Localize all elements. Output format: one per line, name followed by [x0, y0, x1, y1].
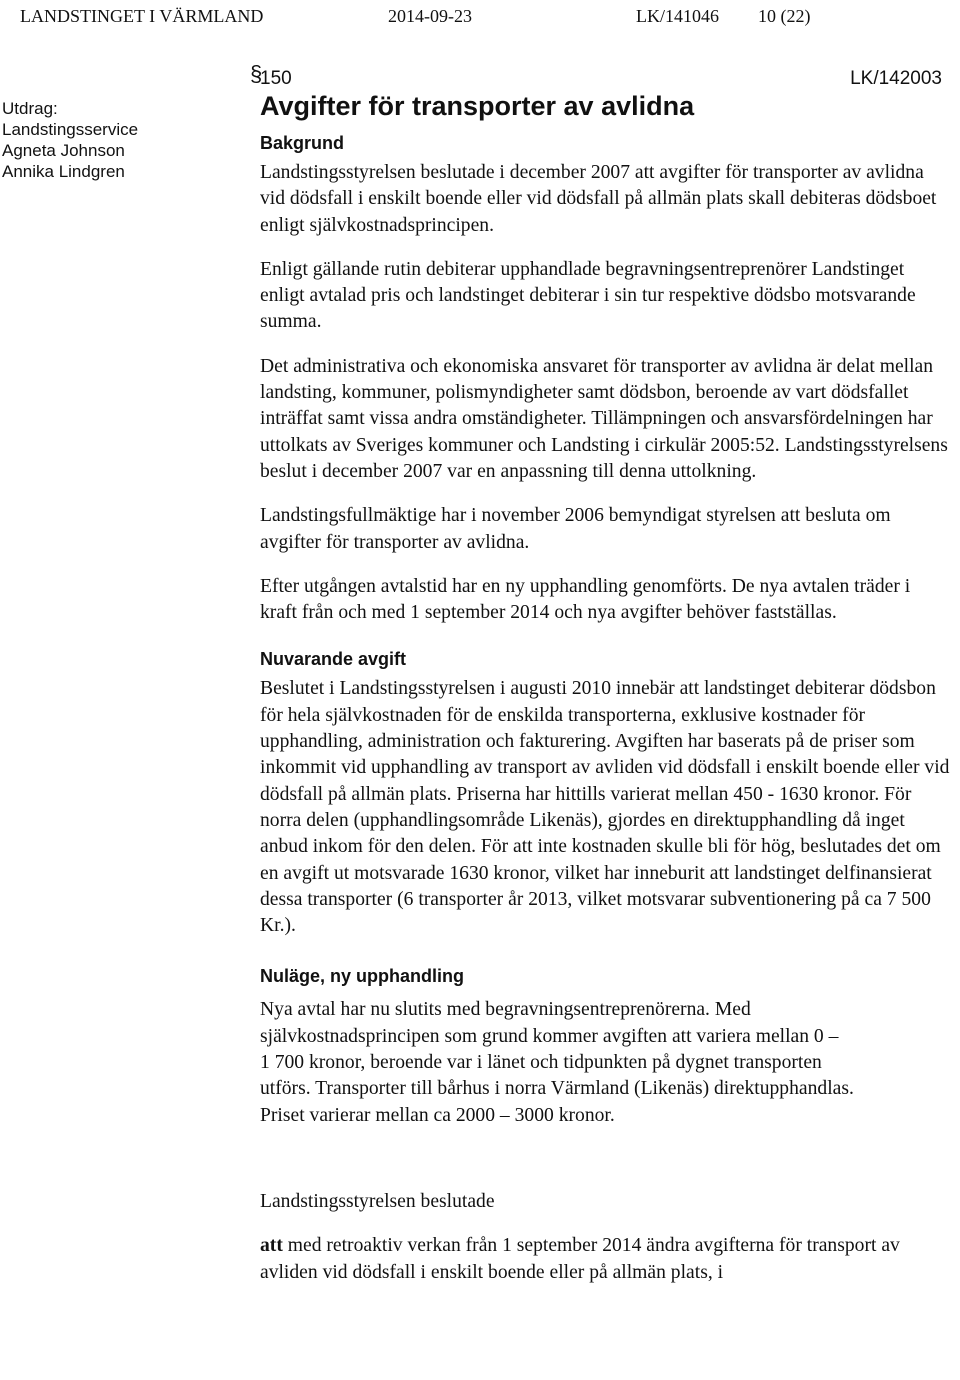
item-reference: LK/142003 [850, 68, 942, 89]
section-heading-new-procurement: Nuläge, ny upphandling [260, 966, 464, 987]
recipient-name: Annika Lindgren [2, 162, 125, 181]
paragraph: Beslutet i Landstingsstyrelsen i augusti 2010 innebär att landstinget debiterar dödsbon för hela självkostnaden för de enskilda transporterna, exklusive kostnader för upphandling, administration och fakturering. Avgiften har baserats på de priser som inkommit vid upphandling av transport av avliden vid dödsfall i enskilt boende eller vid dödsfall på allmän plats. Priserna har hittills varierat mellan 450 - 1630 kronor. För norra delen (upphandlingsområde Likenäs), gjordes en direktupphandling då inget anbud inkom för den delen. För att inte kostnaden skulle bli för hög, beslutades det om en avgift ut motsvarade 1630 kronor, vilket har inneburit att landstinget delfinansierat dessa transporter (6 transporter år 2013, vilket motsvarar subventionering på ca 7 500 Kr.). [260, 678, 950, 937]
header-reference: LK/141046 [636, 6, 719, 26]
recipient-department: Landstingsservice [2, 120, 139, 139]
paragraph: Landstingsfullmäktige har i november 2006 bemyndigat styrelsen att besluta om avgifter för transporter av avlidna. [260, 505, 891, 553]
text-line: självkostnadsprincipen som grund kommer avgiften att variera mellan 0 – [260, 1025, 839, 1047]
text-line: utförs. Transporter till bårhus i norra Värmland (Likenäs) direktupphandlas. [260, 1078, 854, 1100]
section-heading-current-fee: Nuvarande avgift [260, 649, 407, 670]
section-symbol: § [250, 61, 263, 86]
paragraph [260, 997, 950, 1128]
main-content [250, 61, 950, 1286]
text-line: 1 700 kronor, beroende var i länet och tidpunkten på dygnet transporten [260, 1052, 822, 1074]
document-header [0, 0, 960, 32]
paragraph: Efter utgången avtalstid har en ny upphandling genomförts. De nya avtalen träder i kraft från och med 1 september 2014 och nya avgifter behöver fastställas. [260, 575, 911, 624]
paragraph: Landstingsstyrelsen beslutade i december 2007 att avgifter för transporter av avlidna vid dödsfall i enskilt boende eller vid dödsfall på allmän plats skall debiteras dödsboet enligt självkostnadsprincipen. [260, 162, 937, 236]
decision-text: med retroaktiv verkan från 1 september 2014 ändra avgifterna för transport av avliden vid dödsfall i enskilt boende eller på allmän plats, i [260, 1235, 900, 1283]
decision-heading: Landstingsstyrelsen beslutade [260, 1190, 495, 1212]
paragraph: Det administrativa och ekonomiska ansvaret för transporter av avlidna är delat mellan landsting, kommuner, polismyndigheter samt dödsbon, beroende av vart dödsfallet inträffat samt vissa andra omständigheter. Tillämpningen och ansvarsfördelningen har uttolkats av Sveriges kommuner och Landsting i cirkulär 2005:52. Landstingsstyrelsens beslut i december 2007 var en anpassning till denna uttolkning. [260, 355, 948, 482]
page-title: Avgifter för transporter av avlidna [260, 91, 695, 121]
header-date: 2014-09-23 [388, 6, 472, 26]
paragraph: Enligt gällande rutin debiterar upphandlade begravningsentreprenörer Landstinget enligt avtalad pris och landstinget debiterar i sin tur respektive dödsbo motsvarande summa. [260, 258, 916, 333]
recipient-name: Agneta Johnson [2, 141, 125, 160]
item-number-line [250, 61, 950, 90]
text-line: Priset varierar mellan ca 2000 – 3000 kronor. [260, 1104, 615, 1126]
text-line: Nya avtal har nu slutits med begravningsentreprenörerna. Med [260, 999, 751, 1021]
item-number: 150 [260, 68, 292, 89]
header-page-number: 10 (22) [758, 6, 811, 26]
decision-paragraph [260, 1233, 950, 1286]
header-organization: LANDSTINGET I VÄRMLAND [20, 6, 264, 26]
excerpt-distribution-list [2, 98, 202, 182]
excerpt-label: Utdrag: [2, 99, 58, 118]
section-heading-background: Bakgrund [260, 133, 345, 153]
decision-keyword: att [260, 1235, 283, 1257]
